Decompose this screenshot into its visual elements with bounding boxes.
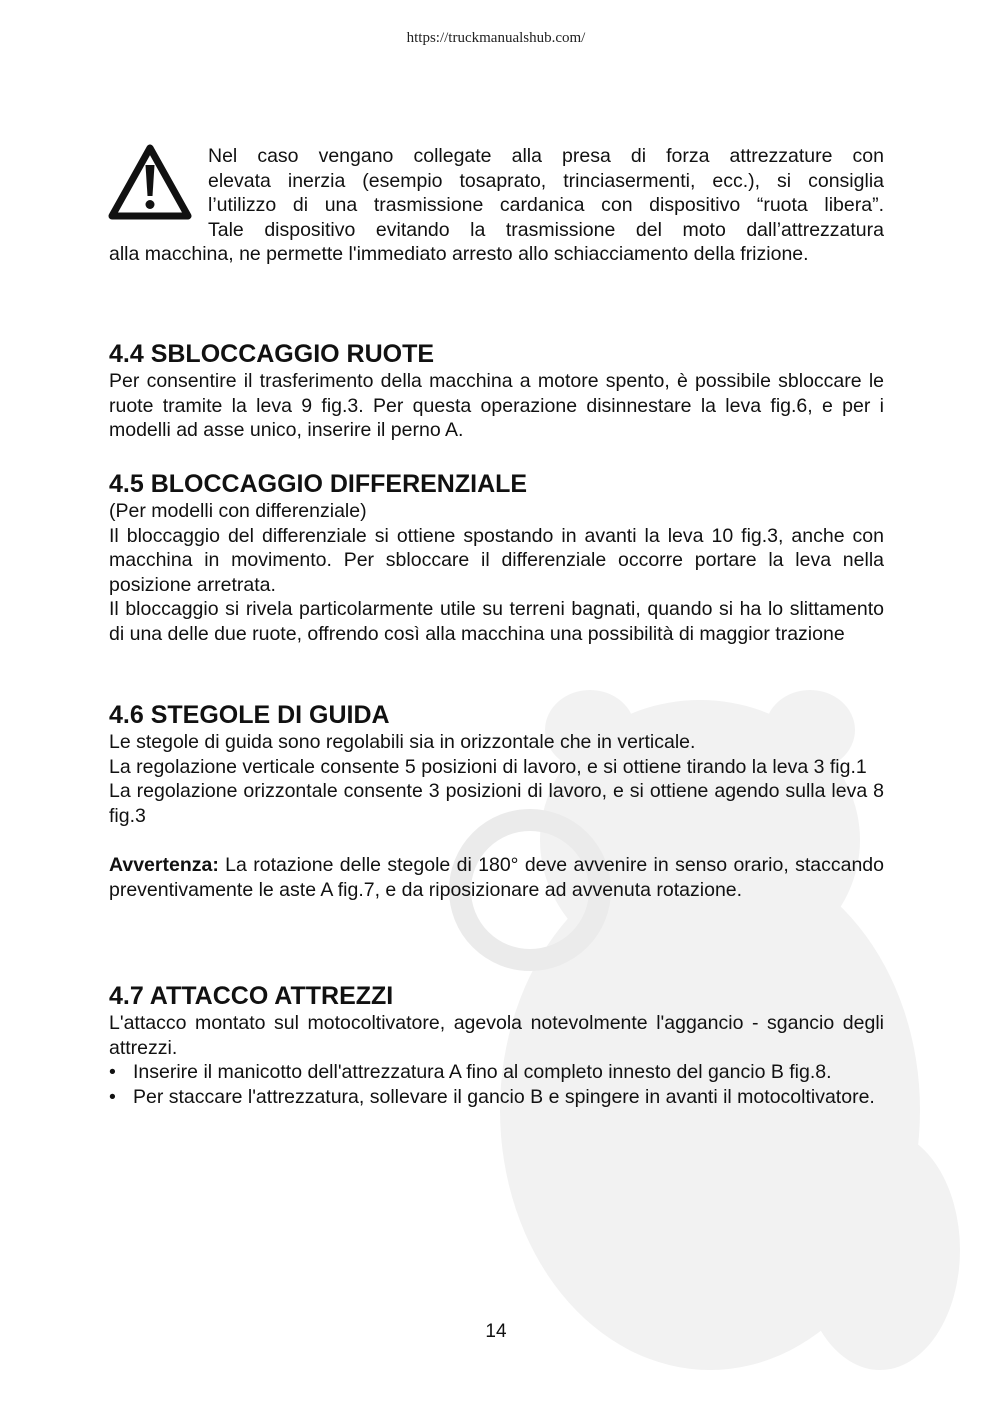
warning-line: Tale dispositivo evitando la trasmissione del moto dall’attrezzatura [208, 218, 884, 241]
section-title: 4.4 SBLOCCAGGIO RUOTE [109, 340, 435, 368]
header-url[interactable]: https://truckmanualshub.com/ [406, 30, 586, 46]
list-item: • Per staccare l'attrezzatura, sollevare il gancio B e spingere in avanti il motocoltivatore. [109, 1085, 875, 1108]
section-4-4 [109, 339, 884, 443]
paragraph: La regolazione orizzontale consente 3 posizioni di lavoro, e si ottiene agendo sulla leva 8 fig.3 [109, 780, 884, 827]
paragraph: Il bloccaggio si rivela particolarmente utile su terreni bagnati, quando si ha lo slittamento di una delle due ruote, offrendo così alla macchina una possibilità di maggior trazione [109, 598, 884, 645]
warning-line: Nel caso vengano collegate alla presa di forza attrezzature con [208, 145, 884, 167]
section-title: 4.5 BLOCCAGGIO DIFFERENZIALE [109, 470, 528, 498]
paragraph: Il bloccaggio del differenziale si ottiene spostando in avanti la leva 10 fig.3, anche con macchina in movimento. Per sbloccare il differenziale occorre portare la leva nella posizione arretrata. [109, 524, 884, 596]
list-item: • Inserire il manicotto dell'attrezzatura A fino al completo innesto del gancio B fig.8. [109, 1061, 832, 1084]
warning-text: La rotazione delle stegole di 180° deve avvenire in senso orario, staccando preventivamente le aste A fig.7, e da riposizionare ad avvenuta rotazione. [109, 853, 884, 901]
paragraph: La regolazione verticale consente 5 posizioni di lavoro, e si ottiene tirando la leva 3 fig.1 [109, 755, 867, 778]
section-title: 4.7 ATTACCO ATTREZZI [109, 982, 394, 1010]
warning-label: Avvertenza: [109, 853, 219, 876]
bullet-icon: • [109, 1061, 116, 1084]
page-number: 14 [485, 1321, 507, 1342]
warning-paragraph [109, 853, 884, 902]
warning-line: l’utilizzo di una trasmissione cardanica con dispositivo “ruota libera”. [208, 194, 884, 217]
warning-tail: alla macchina, ne permette l'immediato arresto allo schiacciamento della frizione. [109, 243, 809, 266]
section-4-5 [109, 469, 884, 647]
section-title: 4.6 STEGOLE DI GUIDA [109, 701, 390, 729]
bullet-list [109, 1060, 884, 1109]
paragraph: (Per modelli con differenziale) [109, 500, 367, 522]
paragraph: Le stegole di guida sono regolabili sia in orizzontale che in verticale. [109, 731, 696, 753]
section-4-7 [109, 981, 884, 1109]
paragraph: L'attacco montato sul motocoltivatore, agevola notevolmente l'aggancio - sgancio degli attrezzi. [109, 1012, 884, 1059]
paragraph: Per consentire il trasferimento della macchina a motore spento, è possibile sbloccare le ruote tramite la leva 9 fig.3. Per questa operazione disinnestare la leva fig.6, e per i modelli ad asse unico, inserire il perno A. [109, 370, 884, 442]
warning-line: elevata inerzia (esempio tosaprato, trinciasermenti, ecc.), si consiglia [208, 169, 884, 192]
warning-notice [109, 144, 884, 267]
bullet-icon: • [109, 1085, 116, 1108]
section-4-6 [109, 700, 884, 902]
